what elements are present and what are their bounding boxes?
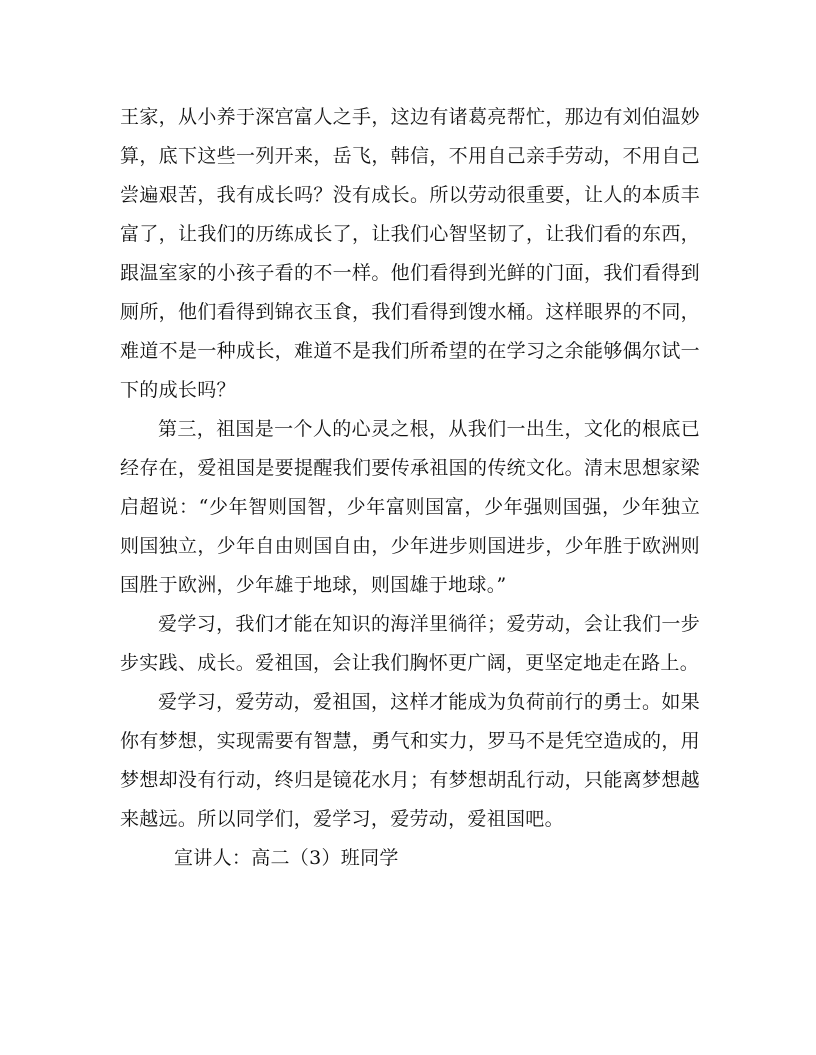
paragraph-2: 第三，祖国是一个人的心灵之根，从我们一出生，文化的根底已经存在，爱祖国是要提醒我们要传承祖国的传统文化。清末思想家梁启超说：“少年智则国智，少年富则国富，少年强则国强，少年独立则国独立，少年自由则国自由，少年进步则国进步，少年胜于欧洲则国胜于欧洲，少年雄于地球，则国雄于地球。” (120, 418, 700, 596)
speaker-signature: 宣讲人：高二（3）班同学 (174, 847, 399, 869)
paragraph-4: 爱学习，爱劳动，爱祖国，这样才能成为负荷前行的勇士。如果你有梦想，实现需要有智慧，勇气和实力，罗马不是凭空造成的，用梦想却没有行动，终归是镜花水月；有梦想胡乱行动，只能离梦想越来越远。所以同学们，爱学习，爱劳动，爱祖国吧。 (120, 691, 700, 830)
paragraph-3: 爱学习，我们才能在知识的海洋里徜徉；爱劳动，会让我们一步步实践、成长。爱祖国，会让我们胸怀更广阔，更坚定地走在路上。 (120, 613, 700, 674)
paragraph-1: 王家，从小养于深宫富人之手，这边有诸葛亮帮忙，那边有刘伯温妙算，底下这些一列开来，岳飞，韩信，不用自己亲手劳动，不用自己尝遍艰苦，我有成长吗？没有成长。所以劳动很重要，让人的本质丰富了，让我们的历练成长了，让我们心智坚韧了，让我们看的东西，跟温室家的小孩子看的不一样。他们看得到光鲜的门面，我们看得到厕所，他们看得到锦衣玉食，我们看得到馊水桶。这样眼界的不同，难道不是一种成长，难道不是我们所希望的在学习之余能够偶尔试一下的成长吗？ (120, 106, 700, 401)
document-body (120, 98, 700, 878)
